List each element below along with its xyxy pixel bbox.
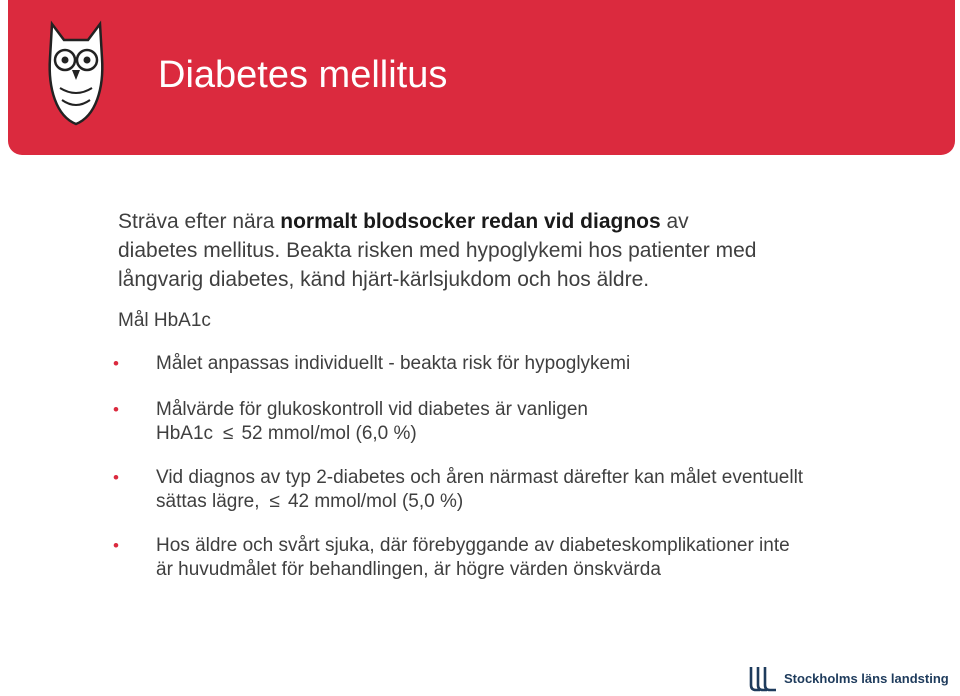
intro-text: långvarig diabetes, känd hjärt-kärlsjukdom och hos äldre.	[118, 268, 650, 291]
bullet-text: Hos äldre och svårt sjuka, där förebyggande av diabeteskomplikationer inte	[156, 535, 790, 556]
bullet-icon: •	[113, 536, 119, 555]
less-equal-symbol: ≤	[269, 491, 280, 512]
bullet-icon: •	[113, 468, 119, 487]
intro-text: diabetes mellitus. Beakta risken med hypoglykemi hos patienter med	[118, 239, 757, 262]
page-title: Diabetes mellitus	[158, 54, 448, 96]
section-heading: Mål HbA1c	[118, 310, 211, 331]
target-value: 42 mmol/mol (5,0 %)	[287, 491, 464, 512]
bullet-text: Vid diagnos av typ 2-diabetes och åren närmast därefter kan målet eventuellt	[156, 467, 804, 488]
list-item	[110, 534, 910, 582]
owl-icon	[38, 18, 114, 130]
sll-logo-icon	[748, 666, 778, 692]
title-band	[8, 0, 955, 155]
list-item	[110, 466, 910, 514]
bullet-icon: •	[113, 354, 119, 373]
hba1c-label: HbA1c	[156, 423, 214, 444]
bullet-text: Målet anpassas individuellt - beakta risk för hypoglykemi	[156, 353, 631, 374]
intro-paragraph	[118, 207, 878, 294]
goal-bullet-list	[110, 352, 910, 582]
less-equal-symbol: ≤	[223, 423, 234, 444]
bullet-text: Målvärde för glukoskontroll vid diabetes är vanligen	[156, 399, 588, 420]
intro-text: Sträva efter nära	[118, 210, 281, 233]
bullet-text-continued: är huvudmålet för behandlingen, är högre värden önskvärda	[156, 559, 661, 580]
footer-logo	[748, 664, 948, 694]
organization-name: Stockholms läns landsting	[784, 671, 949, 686]
bullet-text-continued	[156, 490, 910, 514]
list-item	[110, 398, 910, 446]
list-item	[110, 352, 910, 376]
target-value: 52 mmol/mol (6,0 %)	[241, 423, 417, 444]
bullet-text-continued	[156, 422, 910, 446]
bullet-icon: •	[113, 400, 119, 419]
bullet-text-prefix: sättas lägre,	[156, 491, 260, 512]
intro-emphasis: normalt blodsocker redan vid diagnos	[280, 210, 661, 233]
intro-text: av	[660, 210, 689, 233]
